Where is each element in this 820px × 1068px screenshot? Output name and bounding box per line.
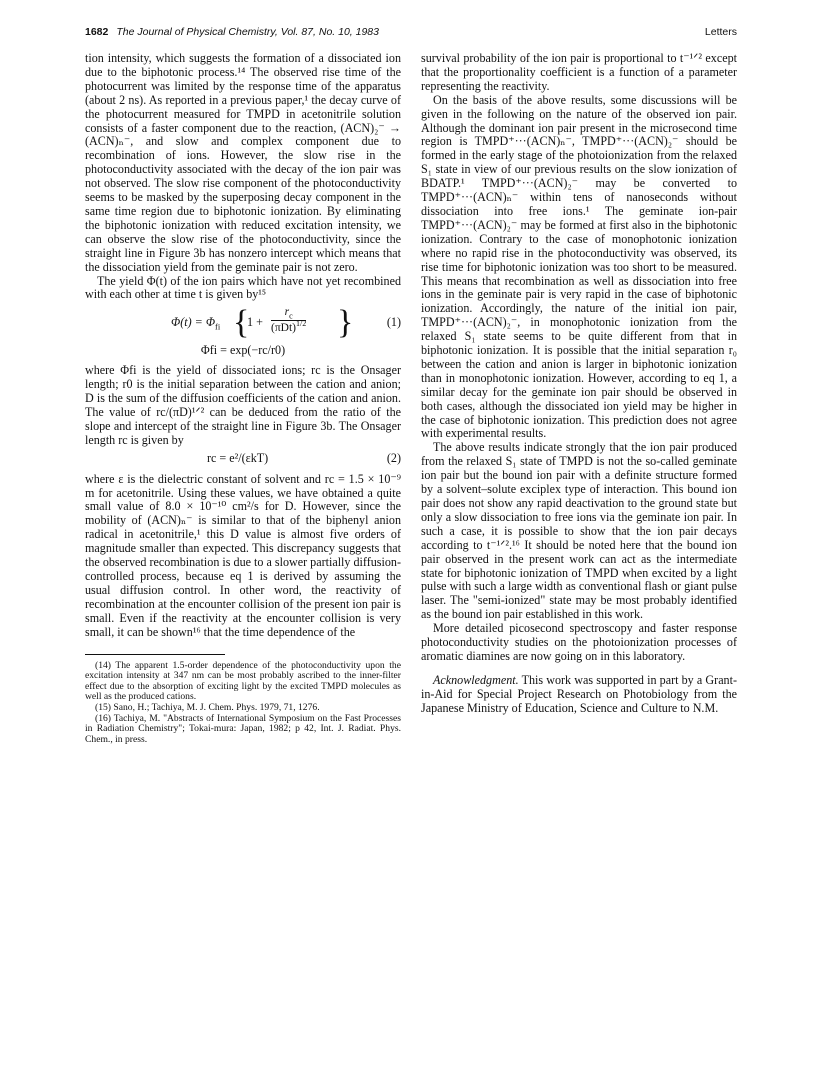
right-column (421, 52, 737, 716)
equation-1-fraction (271, 306, 306, 336)
page-header (85, 26, 737, 42)
acknowledgment (421, 674, 737, 716)
footnote-15: (15) Sano, H.; Tachiya, M. J. Chem. Phys. 1979, 71, 1276. (95, 701, 320, 713)
fraction-denominator: $(\pi Dt)^{1/2}$ (271, 319, 307, 335)
right-brace: } (337, 304, 354, 342)
equation-1-one: 1 + (247, 315, 263, 330)
paragraph-ion-pair-nature: On the basis of the above results, some discussions will be given in the following on the nature of the observed ion pair. Although the dominant ion pair present in the microsecond time region is TMPD⁺···(ACN)ₙ⁻, TMPD⁺···(ACN)₂⁻ should be formed in the early stage of the photoionization from the relaxed S₁ state in view of our previous results on the slow ionization of BDATP.¹ TMPD⁺···(ACN)₂⁻ may be converted to TMPD⁺···(ACN)ₙ⁻ within tens of nanoseconds without dissociation into free ions.¹ The geminate ion-pair TMPD⁺···(ACN)₂⁻ may be formed at first also in the biphotonic ionization. Contrary to the case of monophotonic ionization where no rapid rise in the photoconductivity was observed, its rise time for biphotonic ionization was too short to be measured. This means that recombination as well as dissociation into free ions in the geminate pair is very rapid in the case of biphotonic ionization. Accordingly, the nature of the initial ion pair, TMPD⁺···(ACN)₂⁻, in monophotonic ionization from the relaxed S₁ state seems to be quite different from that in biphotonic ionization. It is possible that the initial separation r₀ between the cation and anion is larger in biphotonic ionization than in monophotonic ionization. However, according to eq 1, a similar decay for the geminate ion pair should be observed in both cases, although the dissociated ion yield may be higher in the case of biphotonic ionization. This prediction does not agree with experimental results. (421, 92, 737, 441)
running-head (85, 26, 379, 38)
equation-1 (85, 306, 401, 342)
equation-2-number: (2) (386, 450, 401, 465)
footnote-rule (85, 654, 225, 655)
fraction-numerator: $r_c$ (271, 306, 306, 321)
paragraph-bound-ion-pair: The above results indicate strongly that the ion pair produced from the relaxed S₁ state of TMPD is not the so-called geminate ion pair but the bound ion pair with a definite structure formed by a solvent–solute exciplex type of interaction. This bound ion pair does not show any rapid deactivation to the ground state but only a slow dissociation to free ions via the geminate ion pair. In such a case, it is possible to show that the ion pair decays according to t⁻¹ᐟ².¹⁶ It should be noted here that the bound ion pair observed in the present work can act as the intermediate state for biphotonic ionization of TMPD when excited by a light pulse with such a large width as conventional flash or giant pulse laser. The "semi-ionized" state may be most probably identified as the bound ion pair established in this work. (421, 440, 737, 622)
page-number: 1682 (85, 26, 109, 38)
footnote-14: (14) The apparent 1.5-order dependence of the photoconductivity upon the excitation intensity at 347 nm can be most probably ascribed to the inner-filter effect due to the absorption of exciting light by the excited TMPD molecules as well as the produced cations. (85, 659, 401, 703)
paragraph-definitions: where Φfi is the yield of dissociated ions; rc is the Onsager length; r0 is the initial separation between the cation and anion; D is the sum of the diffusion coefficients of the cation and anion. The value of rc/(πD)¹ᐟ² can be deduced from the ratio of the slope and intercept of the straight line in Figure 3b. The Onsager length rc is given by (85, 363, 401, 447)
paragraph-future-work: More detailed picosecond spectroscopy and faster response photoconductivity studies on the photoionization processes of aromatic diamines are now going on in this laboratory. (421, 621, 737, 663)
equation-2 (85, 452, 401, 467)
equation-1-lhs: $\Phi(t) = \Phi_{fi}$ (171, 315, 221, 332)
footnotes (85, 661, 401, 746)
paragraph-yield: The yield Φ(t) of the ion pairs which have not yet recombined with each other at time t is given by¹⁵ (85, 273, 401, 302)
paragraph-continuation: tion intensity, which suggests the formation of a dissociated ion due to the biphotonic process.¹⁴ The observed rise time of the photocurrent was limited by the response time of the apparatus (about 2 ns). As reported in a previous paper,¹ the decay curve of the photocurrent measured for TMPD in acetonitrile solution consists of a faster component due to the reaction, (ACN)₂⁻ → (ACN)ₙ⁻, and slow and complex component due to recombination of ions. However, the slow rise in the photoconductivity associated with the decay of the ion pair was not observed. The slow rise component of the photoconductivity seems to be masked by the superposing decay component in the same time region due to biphotonic ionization. By eliminating the biphotonic ionization with reduced excitation intensity, we can observe the slow rise of the photoconductivity, since the straight line in Figure 3b has nonzero intercept which means that the dissociation yield from the geminate pair is not zero. (85, 51, 401, 274)
acknowledgment-text: This work was supported in part by a Grant-in-Aid for Special Project Research on Photobiology from the Japanese Ministry of Education, Science and Culture to N.M. (421, 672, 737, 715)
equation-1-number: (1) (386, 315, 401, 330)
paragraph-survival: survival probability of the ion pair is proportional to t⁻¹ᐟ² except that the proportionality coefficient is a function of a parameter representing the reactivity. (421, 51, 737, 93)
paragraph-discussion: where ε is the dielectric constant of solvent and rc = 1.5 × 10⁻⁹ m for acetonitrile. Using these values, we have obtained a quite small value of 8.0 × 10⁻¹⁰ cm²/s for D. However, since the mobility of (ACN)ₙ⁻ is similar to that of the biphenyl anion radical in acetonitrile,¹ this D value is almost five orders of magnitude smaller than expected. This discrepancy suggests that the observed recombination is due to a slower partially diffusion-controlled process, because eq 1 is derived by assuming the usual diffusion control. In other word, the reactivity of recombination at the encounter collision of the present ion pair is small. Even if the reactivity at the encounter collision is very small, it can be shown¹⁶ that the time dependence of the (85, 471, 401, 639)
equation-1b: Φfi = exp(−rc/r0) (200, 343, 286, 358)
section-label: Letters (704, 26, 737, 38)
equation-2-body: rc = e²/(εkT) (207, 450, 269, 465)
acknowledgment-label: Acknowledgment. (433, 672, 519, 687)
journal-citation: The Journal of Physical Chemistry, Vol. 87, No. 10, 1983 (116, 26, 379, 38)
left-brace: { (233, 304, 250, 342)
footnote-16: (16) Tachiya, M. "Abstracts of International Symposium on the Fast Processes in Radiation Chemistry"; Tokai-mura: Japan, 1982; p 42, Int. J. Radiat. Phys. Chem., in press. (85, 712, 401, 745)
left-column (85, 52, 401, 745)
